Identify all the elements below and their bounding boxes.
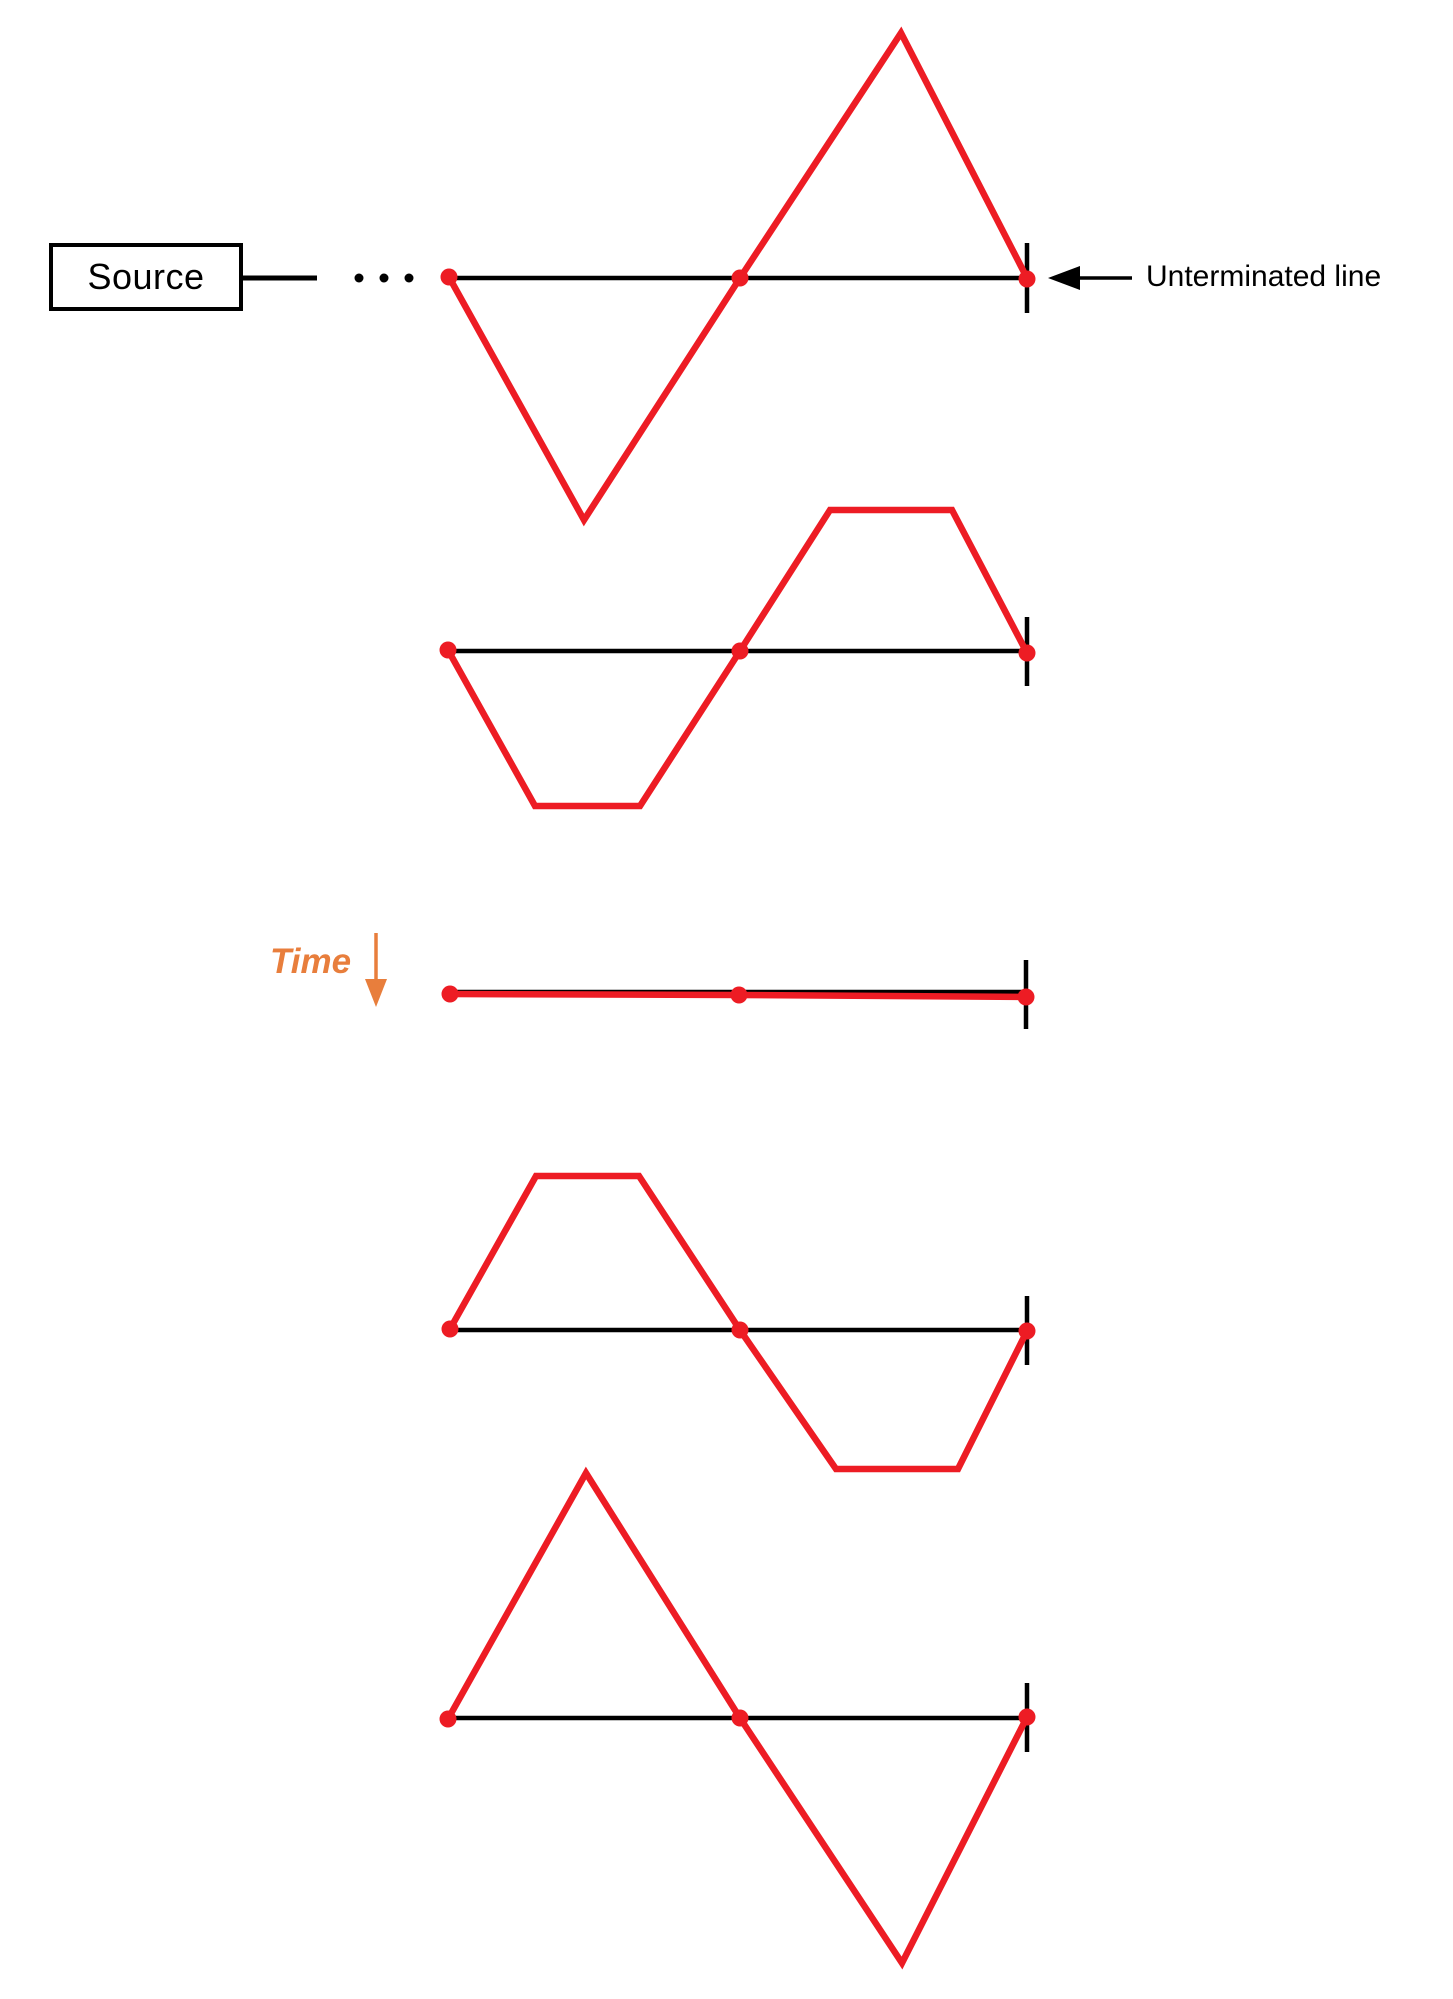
wave-node-dot-t2: [731, 987, 748, 1004]
source-label: Source: [87, 256, 205, 297]
ellipsis-dot: [355, 274, 364, 283]
wave-node-dot-t1: [440, 642, 457, 659]
ellipsis-dot: [405, 274, 414, 283]
wave-node-dot-t4: [1019, 1709, 1036, 1726]
wave-node-dot-t0: [1019, 271, 1036, 288]
wave-node-dot-t3: [732, 1322, 749, 1339]
wave-node-dot-t2: [1018, 989, 1035, 1006]
left-arrow-icon: [1048, 266, 1080, 290]
down-arrow-icon: [365, 979, 387, 1007]
unterminated-line-label: Unterminated line: [1146, 260, 1382, 293]
wave-node-dot-t3: [442, 1321, 459, 1338]
ellipsis-dot: [380, 274, 389, 283]
wave-node-dot-t1: [1019, 645, 1036, 662]
wave-node-dot-t1: [732, 643, 749, 660]
wave-node-dot-t3: [1019, 1323, 1036, 1340]
wave-node-dot-t4: [440, 1711, 457, 1728]
time-label: Time: [270, 942, 352, 981]
wave-node-dot-t0: [732, 270, 749, 287]
wave-node-dot-t2: [442, 986, 459, 1003]
source-box: [49, 243, 243, 311]
wave-node-dot-t4: [732, 1710, 749, 1727]
wave-node-dot-t0: [441, 269, 458, 286]
